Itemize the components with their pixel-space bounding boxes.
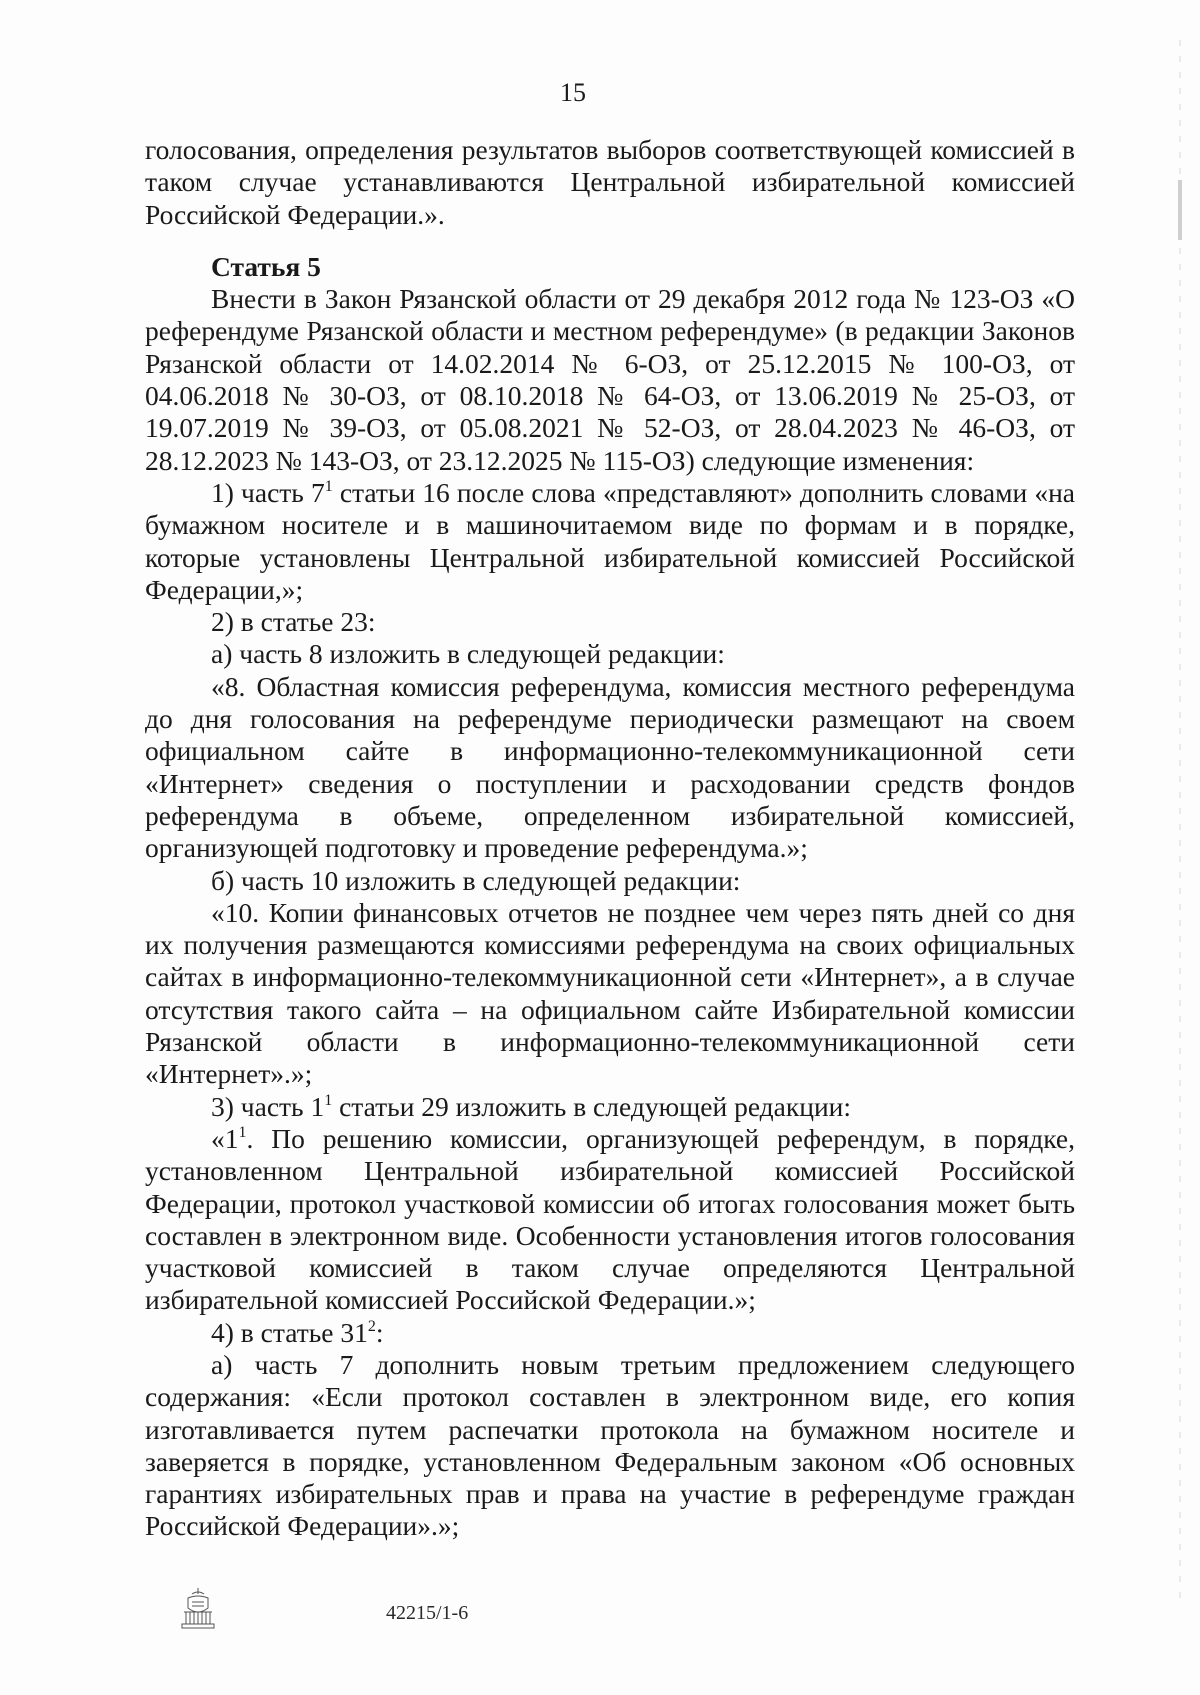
- paragraph-item-4a: а) часть 7 дополнить новым третьим предложением следующего содержания: «Если протокол составлен в электронном виде, его копия изготавливается путем распечатки протокола на бумажном носителе и заверяется в порядке, установленном Федеральным законом «Об основных гарантиях избирательных прав и права на участие в референдуме граждан Российской Федерации».»;: [145, 1348, 1075, 1542]
- quote-1-1-text-end: . По решению комиссии, организующей референдум, в порядке, установленном Центральной избирательной комиссией Российской Федерации, протокол участковой комиссии об итогах голосования может быть составлен в электронном виде. Особенности установления итогов голосования участковой комиссией в таком случае определяются Центральной избирательной комиссией Российской Федерации.»;: [145, 1122, 1075, 1316]
- paragraph-item-4: [145, 1317, 1075, 1349]
- paragraph-item-2b: б) часть 10 изложить в следующей редакции:: [211, 864, 741, 896]
- scan-edge-mark: [1178, 40, 1182, 1600]
- paragraph-item-2: 2) в статье 23:: [211, 606, 376, 638]
- paragraph-quote-1-1: [145, 1123, 1075, 1317]
- paragraph-item-3: [145, 1091, 1075, 1123]
- quote-1-1-superscript: 1: [238, 1123, 247, 1141]
- paragraph-quote-8: «8. Областная комиссия референдума, комиссия местного референдума до дня голосования на референдуме периодически размещают на своем официальном сайте в информационно-телекоммуникационной сети «Интернет» сведения о поступлении и расходовании средств фондов референдума в объеме, определенном избирательной комиссией, организующей подготовку и проведение референдума.»;: [145, 670, 1075, 864]
- item-1-text-start: 1) часть 7: [211, 476, 325, 508]
- document-code: 42215/1-6: [386, 1602, 469, 1624]
- item-3-text-start: 3) часть 1: [211, 1090, 325, 1122]
- quote-1-1-text-start: «1: [211, 1122, 239, 1154]
- paragraph-intro: Внести в Закон Рязанской области от 29 декабря 2012 года № 123-ОЗ «О референдуме Рязанской области и местном референдуме» (в редакции Законов Рязанской области от 14.02.2014 № 6-ОЗ, от 25.12.2015 № 100-ОЗ, от 04.06.2018 № 30-ОЗ, от 08.10.2018 № 64-ОЗ, от 13.06.2019 № 25-ОЗ, от 19.07.2019 № 39-ОЗ, от 05.08.2021 № 52-ОЗ, от 28.04.2023 № 46-ОЗ, от 28.12.2023 № 143-ОЗ, от 23.12.2025 № 115-ОЗ) следующие изменения:: [145, 283, 1075, 476]
- item-3-superscript: 1: [324, 1091, 333, 1109]
- paragraph-continuation: голосования, определения результатов выборов соответствующей комиссией в таком случае устанавливаются Центральной избирательной комиссией Российской Федерации.».: [145, 134, 1075, 230]
- item-1-text-end: статьи 16 после слова «представляют» дополнить словами «на бумажном носителе и в машиночитаемом виде по формам и в порядке, которые установлены Центральной избирательной комиссией Российской Федерации,»;: [145, 476, 1075, 605]
- item-1-superscript: 1: [324, 477, 333, 495]
- item-4-text-end: :: [375, 1316, 384, 1348]
- paragraph-item-1: [145, 477, 1075, 606]
- document-body: [145, 134, 1075, 1543]
- page-number: 15: [560, 78, 586, 107]
- article-heading: Статья 5: [211, 250, 321, 282]
- coat-of-arms-icon: [178, 1586, 218, 1630]
- item-3-text-end: статьи 29 изложить в следующей редакции:: [332, 1090, 852, 1122]
- paragraph-item-2a: а) часть 8 изложить в следующей редакции:: [211, 638, 725, 670]
- item-4-superscript: 2: [367, 1317, 376, 1335]
- paragraph-quote-10: «10. Копии финансовых отчетов не позднее чем через пять дней со дня их получения размещаются комиссиями референдума на своих официальных сайтах в информационно-телекоммуникационной сети «Интернет», а в случае отсутствия такого сайта – на официальном сайте Избирательной комиссии Рязанской области в информационно-телекоммуникационной сети «Интернет».»;: [145, 896, 1075, 1090]
- item-4-text-start: 4) в статье 31: [211, 1316, 368, 1348]
